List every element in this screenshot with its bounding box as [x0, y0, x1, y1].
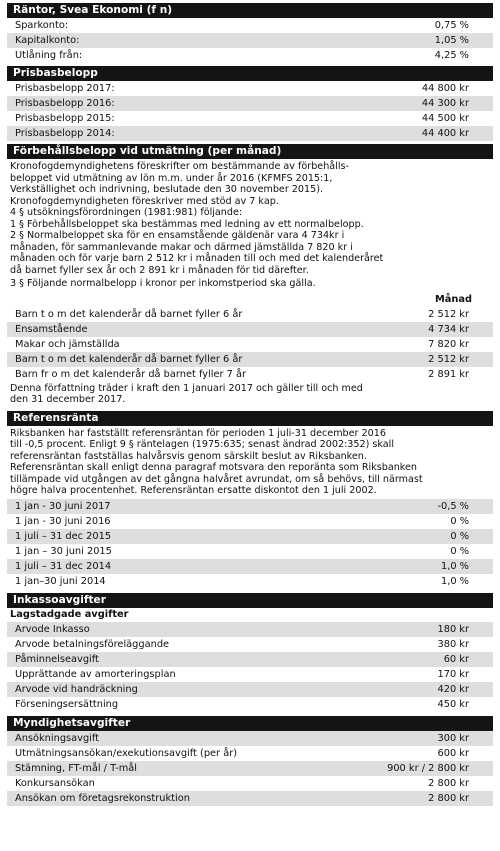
- table-row: [7, 514, 493, 529]
- row-value: 44 500 kr: [421, 113, 469, 124]
- row-label: Barn t o m det kalenderår då barnet fyller 6 år: [15, 353, 243, 365]
- row-value: 0 %: [450, 530, 469, 542]
- row-value: 1,0 %: [440, 575, 469, 587]
- table-row: [7, 559, 493, 574]
- row-label: Utlåning från:: [15, 50, 83, 61]
- row-value: 60 kr: [443, 653, 469, 665]
- row-label: Prisbasbelopp 2014:: [15, 128, 115, 139]
- text-line: 3 § Följande normalbelopp i kronor per inkomstperiod ska gälla.: [10, 278, 316, 289]
- table-row: [7, 367, 493, 382]
- row-value: 4,25 %: [434, 50, 469, 61]
- row-value: 420 kr: [437, 683, 469, 695]
- table-row: [7, 352, 493, 367]
- row-label: Ansökningsavgift: [15, 732, 100, 744]
- text-line: månaden, för sammanlevande makar och därmed jämställda 7 820 kr i: [10, 241, 353, 253]
- table-row: [7, 622, 493, 637]
- row-label: Prisbasbelopp 2016:: [15, 98, 115, 109]
- row-value: -0,5 %: [437, 500, 469, 512]
- column-header-manad: Månad: [435, 293, 472, 305]
- table-row: [7, 322, 493, 337]
- text-line: Denna författning träder i kraft den 1 januari 2017 och gäller till och med: [10, 382, 363, 394]
- text-line: den 31 december 2017.: [10, 394, 126, 405]
- row-label: 1 jan–30 juni 2014: [15, 575, 106, 587]
- row-value: 450 kr: [437, 698, 469, 710]
- text-line: Kronofogdemyndigheten föreskriver med stöd av 7 kap.: [10, 195, 279, 207]
- row-value: 0,75 %: [434, 20, 469, 31]
- row-value: 2 512 kr: [428, 308, 469, 320]
- row-label: 1 juli – 31 dec 2015: [15, 530, 112, 542]
- row-label: Kapitalkonto:: [15, 35, 80, 46]
- row-value: 180 kr: [437, 623, 469, 635]
- referensranta-heading: Referensränta: [7, 411, 493, 426]
- text-line: 2 § Normalbeloppet ska för en ensamstående gäldenär vara 4 734kr i: [10, 230, 345, 241]
- table-row: [7, 652, 493, 667]
- myndighet-section: [0, 716, 500, 806]
- row-value: 1,0 %: [440, 560, 469, 572]
- table-row: [7, 731, 493, 746]
- row-label: Förseningsersättning: [15, 698, 119, 710]
- text-line: månaden och för varje barn 2 512 kr i månaden till och med det kalenderåret: [10, 253, 384, 264]
- row-label: 1 jan - 30 juni 2016: [15, 515, 111, 527]
- row-label: Konkursansökan: [15, 777, 95, 789]
- row-value: 900 kr / 2 800 kr: [387, 762, 469, 774]
- text-line: tillämpade vid utgången av det gångna halvåret avrundat, om så behövs, till närmast: [10, 473, 423, 485]
- table-row: [7, 697, 493, 712]
- inkasso-subheading: Lagstadgade avgifter: [10, 608, 129, 620]
- prisbasbelopp-section: [0, 66, 500, 141]
- row-value: 2 891 kr: [428, 368, 469, 380]
- row-label: Arvode Inkasso: [15, 623, 90, 635]
- table-row: [7, 96, 493, 111]
- text-line: beloppet vid utmätning av lön m.m. under år 2016 (KFMFS 2015:1,: [10, 172, 333, 184]
- text-line: Riksbanken har fastställt referensräntan för perioden 1 juli-31 december 2016: [10, 427, 386, 439]
- row-value: 170 kr: [437, 668, 469, 680]
- table-row: [7, 126, 493, 141]
- text-line: till -0,5 procent. Enligt 9 § räntelagen (1975:635; senast ändrad 2002:352) skall: [10, 439, 395, 450]
- row-label: 1 juli – 31 dec 2014: [15, 560, 112, 572]
- table-row: [7, 307, 493, 322]
- table-row: [7, 791, 493, 806]
- table-row: [7, 637, 493, 652]
- row-label: Barn t o m det kalenderår då barnet fyller 6 år: [15, 308, 243, 320]
- row-value: 0 %: [450, 515, 469, 527]
- row-value: 2 512 kr: [428, 353, 469, 365]
- referensranta-section: [0, 411, 500, 589]
- text-line: Kronofogdemyndighetens föreskrifter om bestämmande av förbehålls-: [10, 161, 349, 172]
- row-label: 1 jan – 30 juni 2015: [15, 545, 112, 557]
- table-row: [7, 81, 493, 96]
- table-row: [7, 667, 493, 682]
- row-value: 300 kr: [437, 732, 469, 744]
- row-value: 2 800 kr: [428, 792, 469, 804]
- rantor-heading: Räntor, Svea Ekonomi (f n): [7, 3, 493, 18]
- table-row: [7, 337, 493, 352]
- table-row: [7, 776, 493, 791]
- prisbasbelopp-heading: Prisbasbelopp: [7, 66, 493, 81]
- row-value: 2 800 kr: [428, 777, 469, 789]
- table-row: [7, 574, 493, 589]
- table-row: [7, 33, 493, 48]
- table-row: [7, 111, 493, 126]
- inkasso-heading: Inkassoavgifter: [7, 593, 493, 608]
- table-row: [7, 18, 493, 33]
- row-value: 44 800 kr: [421, 83, 469, 94]
- forbehall-section: [0, 144, 500, 406]
- row-value: 7 820 kr: [428, 338, 469, 350]
- rantor-section: [0, 0, 500, 63]
- text-line: 4 § utsökningsförordningen (1981:981) följande:: [10, 207, 243, 218]
- row-value: 600 kr: [437, 747, 469, 759]
- row-value: 4 734 kr: [428, 323, 469, 335]
- text-line: referensräntan fastställas halvårsvis genom särskilt beslut av Riksbanken.: [10, 450, 367, 462]
- inkasso-section: [0, 593, 500, 712]
- row-value: 1,05 %: [434, 35, 469, 46]
- row-label: Prisbasbelopp 2015:: [15, 113, 115, 124]
- row-value: 44 400 kr: [421, 128, 469, 139]
- table-row: [7, 48, 493, 63]
- row-label: Prisbasbelopp 2017:: [15, 83, 115, 94]
- text-line: Verkställighet och indrivning, beslutade den 30 november 2015).: [10, 184, 324, 195]
- row-label: Utmätningsansökan/exekutionsavgift (per år): [15, 747, 238, 759]
- table-row: [7, 746, 493, 761]
- table-row: [7, 761, 493, 776]
- forbehall-text: [0, 159, 500, 290]
- myndighet-heading: Myndighetsavgifter: [7, 716, 493, 731]
- row-value: 380 kr: [437, 638, 469, 650]
- row-label: Stämning, FT-mål / T-mål: [15, 762, 137, 774]
- text-line: Referensräntan skall enligt denna paragraf motsvara den reporänta som Riksbanken: [10, 462, 417, 473]
- row-label: 1 jan - 30 juni 2017: [15, 500, 111, 512]
- text-line: då barnet fyller sex år och 2 891 kr i månaden för tid därefter.: [10, 264, 309, 276]
- row-label: Sparkonto:: [15, 20, 69, 31]
- table-row: [7, 544, 493, 559]
- table-row: [7, 499, 493, 514]
- row-label: Ensamstående: [15, 323, 88, 335]
- row-label: Arvode betalningsföreläggande: [15, 638, 170, 650]
- row-label: Ansökan om företagsrekonstruktion: [15, 792, 190, 804]
- forbehall-footer: [0, 382, 500, 406]
- row-value: 44 300 kr: [421, 98, 469, 109]
- row-value: 0 %: [450, 545, 469, 557]
- row-label: Barn fr o m det kalenderår då barnet fyller 7 år: [15, 368, 247, 380]
- row-label: Arvode vid handräckning: [15, 683, 138, 695]
- row-label: Makar och jämställda: [15, 338, 120, 350]
- text-line: 1 § Förbehållsbeloppet ska bestämmas med ledning av ett normalbelopp.: [10, 218, 364, 230]
- forbehall-heading: Förbehållsbelopp vid utmätning (per månad): [7, 144, 493, 159]
- table-row: [7, 529, 493, 544]
- table-row: [7, 682, 493, 697]
- row-label: Påminnelseavgift: [15, 653, 99, 665]
- row-label: Upprättande av amorteringsplan: [15, 668, 176, 680]
- referensranta-text: [0, 426, 500, 497]
- text-line: högre halva procentenhet. Referensräntan ersatte diskontot den 1 juli 2002.: [10, 485, 377, 496]
